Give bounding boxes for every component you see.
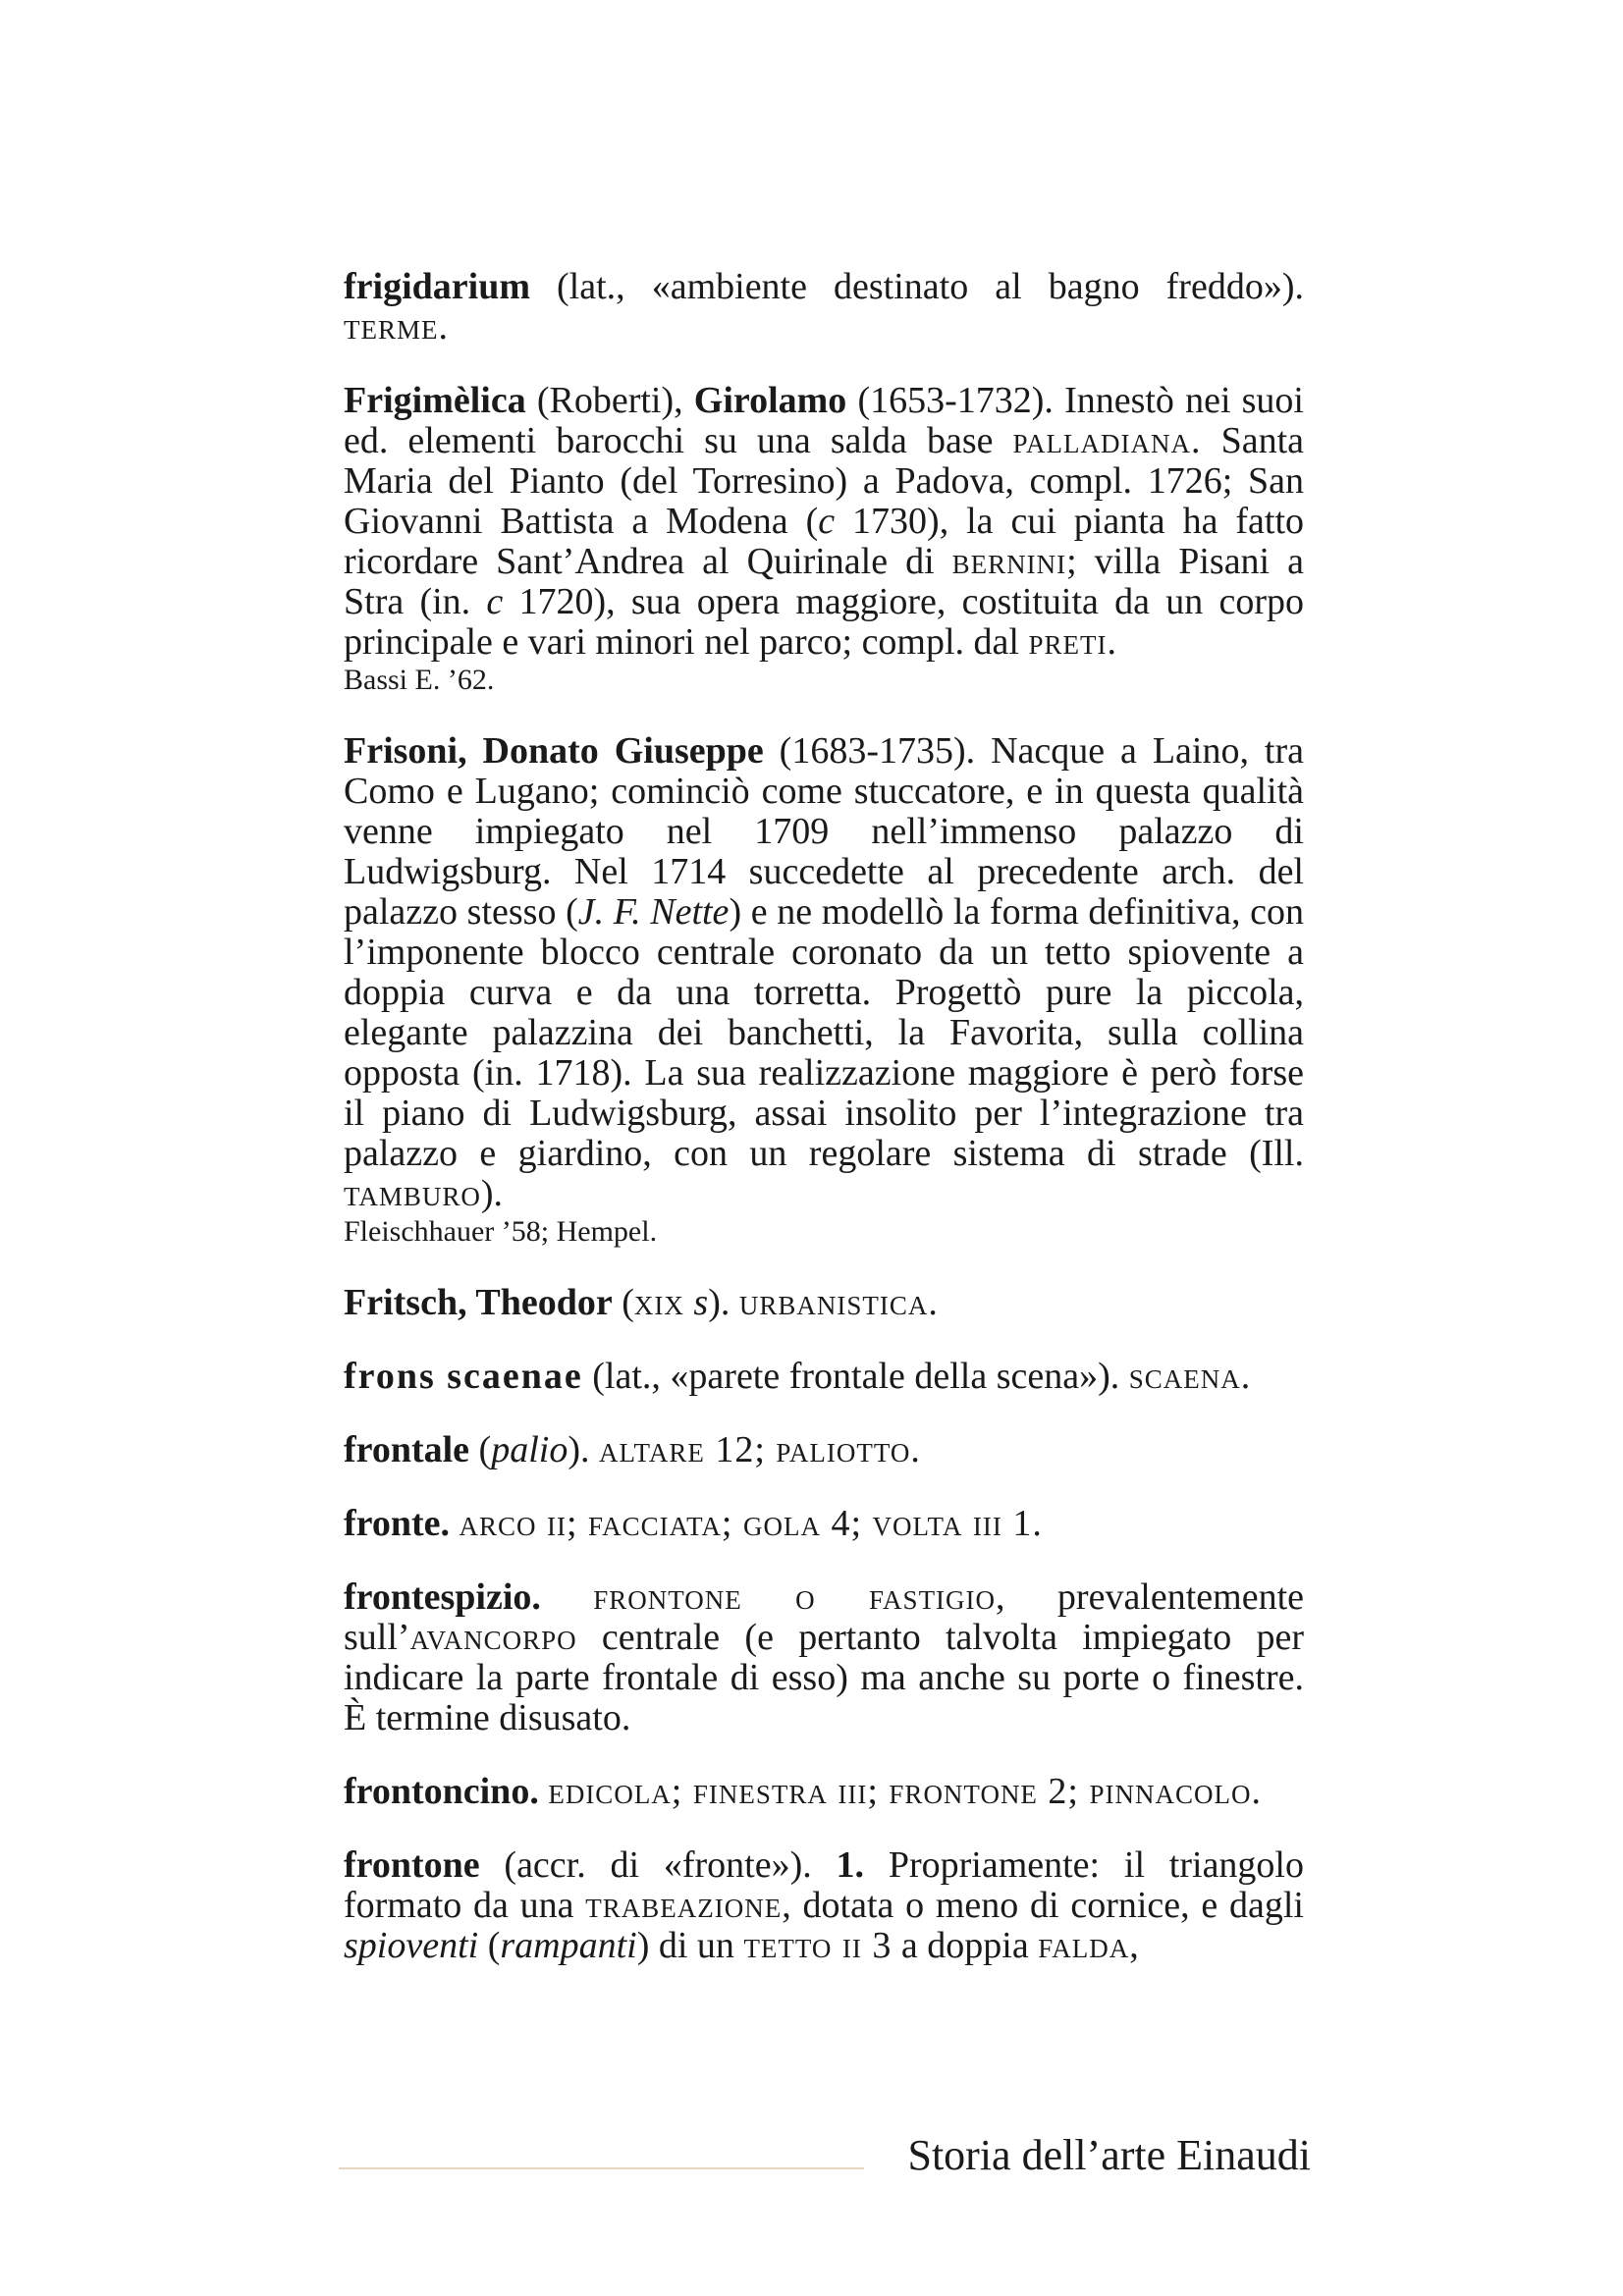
- headword: frigidarium: [344, 266, 530, 307]
- entry-fronte: [344, 1504, 1304, 1544]
- entry-frontespizio: [344, 1577, 1304, 1738]
- footer-title: Storia dell’arte Einaudi: [907, 2131, 1311, 2179]
- headword: Fritsch, Theodor: [344, 1282, 613, 1323]
- cross-reference: tetto ii 3: [743, 1925, 893, 1966]
- entry-text: frontone (accr. di «fronte»). 1. Propriamente: il triangolo formato da una trabeazione, dotata o meno di cornice, e dagli spioventi (rampanti) di un tetto ii 3 a doppia falda,: [344, 1844, 1304, 1966]
- cross-reference: edicola; finestra iii; frontone 2; pinnacolo.: [548, 1771, 1262, 1812]
- entry-frisoni: [344, 731, 1304, 1250]
- entry-fritsch: [344, 1283, 1304, 1323]
- entry-text: frigidarium (lat., «ambiente destinato al bagno freddo»). terme.: [344, 266, 1304, 347]
- cross-reference: avancorpo: [409, 1617, 577, 1658]
- bibliography: Fleischhauer ’58; Hempel.: [344, 1215, 658, 1248]
- page-footer: [339, 2130, 1311, 2189]
- cross-reference: altare 12; paliotto.: [598, 1429, 921, 1470]
- cross-reference: bernini: [951, 541, 1067, 582]
- cross-reference: trabeazione: [585, 1885, 783, 1926]
- headword: fronte.: [344, 1503, 450, 1544]
- cross-reference: tamburo: [344, 1173, 481, 1214]
- headword-forename: Girolamo: [693, 380, 847, 421]
- entry-text: Frisoni, Donato Giuseppe (1683-1735). Nacque a Laino, tra Como e Lugano; cominciò come stuccatore, e in questa qualità venne impiegato nel 1709 nell’immenso palazzo di Ludwigsburg. Nel 1714 succedette al precedente arch. del palazzo stesso (J. F. Nette) e ne modellò la forma definitiva, con l’imponente blocco centrale coronato da un tetto spiovente a doppia curva e da una torretta. Progettò pure la piccola, elegante palazzina dei banchetti, la Favorita, sulla collina opposta (in. 1718). La sua realizzazione maggiore è però forse il piano di Ludwigsburg, assai insolito per l’integrazione tra palazzo e giardino, con un regolare sistema di strade (Ill. tamburo).: [344, 730, 1305, 1214]
- entry-text: Frigimèlica (Roberti), Girolamo (1653-1732). Innestò nei suoi ed. elementi barocchi su una salda base palladiana. Santa Maria del Pianto (del Torresino) a Padova, compl. 1726; San Giovanni Battista a Modena (c 1730), la cui pianta ha fatto ricordare Sant’Andrea al Quirinale di bernini; villa Pisani a Stra (in. c 1720), sua opera maggiore, costituita da un corpo principale e vari minori nel parco; compl. dal preti.: [344, 380, 1304, 663]
- sense-number: 1.: [836, 1844, 865, 1886]
- entry-frontone: [344, 1845, 1304, 1966]
- cross-reference: preti.: [1028, 621, 1117, 663]
- bibliography: Bassi E. ’62.: [344, 664, 495, 696]
- footer-rule: [339, 2167, 864, 2169]
- entry-text: frontale (palio). altare 12; paliotto.: [344, 1429, 921, 1470]
- cross-reference: scaena.: [1128, 1356, 1252, 1397]
- cross-reference: falda: [1038, 1925, 1130, 1966]
- headword: frontone: [344, 1844, 480, 1886]
- headword: Frigimèlica: [344, 380, 526, 421]
- headword: frontale: [344, 1429, 470, 1470]
- entry-frons-scaenae: [344, 1357, 1304, 1397]
- entry-frigidarium: [344, 267, 1304, 347]
- entry-frigimelica: [344, 381, 1304, 698]
- entry-frontoncino: [344, 1772, 1304, 1812]
- entry-text: [344, 1772, 1304, 1812]
- cross-reference: arco ii; facciata; gola 4; volta iii 1.: [459, 1503, 1043, 1544]
- entry-text: frontespizio. frontone o fastigio, prevalentemente sull’avancorpo centrale (e pertanto talvolta impiegato per indicare la parte frontale di esso) ma anche su porte o finestre. È termine disusato.: [344, 1576, 1304, 1738]
- entry-text: frons scaenae (lat., «parete frontale della scena»). scaena.: [344, 1356, 1252, 1397]
- cross-reference: frontone o fastigio: [593, 1576, 997, 1618]
- headword: frontoncino.: [344, 1771, 539, 1812]
- headword: frontespizio.: [344, 1576, 541, 1618]
- entry-text: [344, 1504, 1304, 1544]
- entry-text: Fritsch, Theodor (xix s). urbanistica.: [344, 1282, 939, 1323]
- cross-reference: terme.: [344, 306, 449, 347]
- entry-frontale: [344, 1430, 1304, 1470]
- dictionary-column: [344, 267, 1304, 2000]
- cross-reference: urbanistica.: [738, 1282, 939, 1323]
- headword: Frisoni, Donato Giuseppe: [344, 730, 764, 772]
- cross-reference: palladiana.: [1012, 420, 1202, 461]
- headword: frons scaenae: [344, 1356, 583, 1397]
